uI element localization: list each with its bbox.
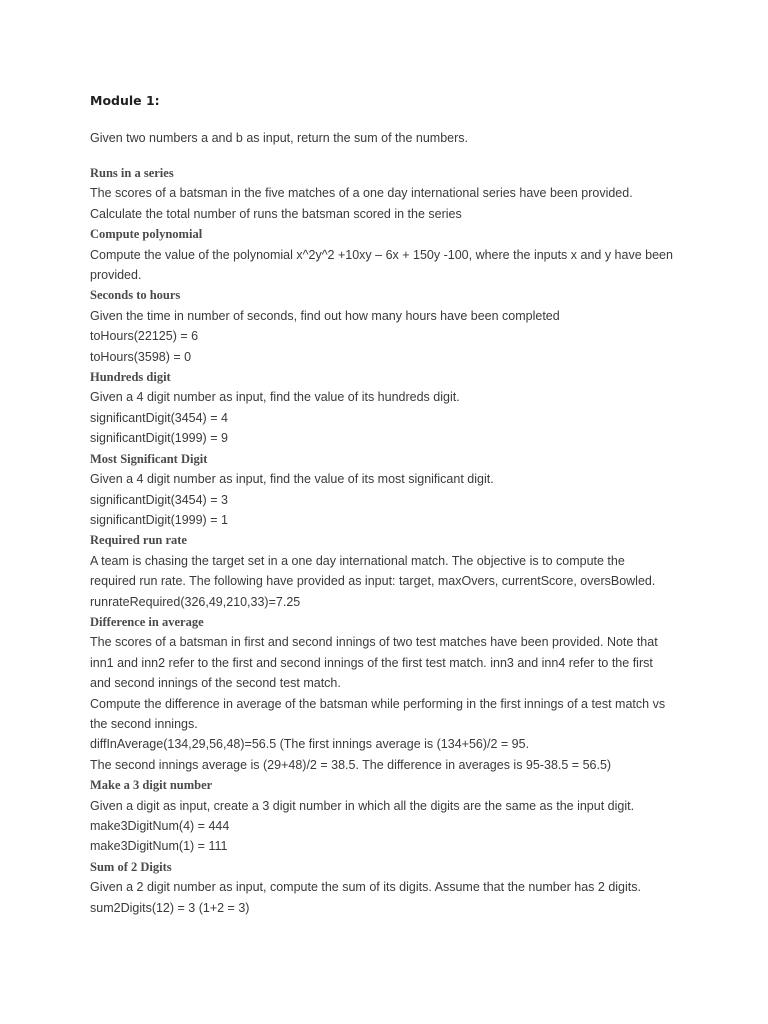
section-line: toHours(22125) = 6: [90, 329, 199, 344]
section-line: significantDigit(1999) = 1: [90, 512, 228, 527]
section-hundreds-digit: [90, 367, 690, 449]
section-make-3-digit-number: [90, 775, 690, 857]
section-seconds-to-hours: [90, 285, 690, 367]
section-line: Given a 4 digit number as input, find the value of its hundreds digit.: [90, 390, 460, 405]
section-line: The scores of a batsman in first and second innings of two test matches have been provided. Note that: [90, 635, 658, 650]
section-line: make3DigitNum(1) = 111: [90, 839, 228, 854]
section-line: runrateRequired(326,49,210,33)=7.25: [90, 594, 301, 609]
section-line: Given a digit as input, create a 3 digit number in which all the digits are the same as the input digit.: [90, 798, 635, 813]
section-heading: Difference in average: [90, 614, 204, 629]
section-line: Calculate the total number of runs the batsman scored in the series: [90, 206, 462, 221]
section-required-run-rate: [90, 530, 690, 612]
section-heading: Hundreds digit: [90, 370, 171, 385]
section-heading: Compute polynomial: [90, 227, 203, 242]
section-heading: Required run rate: [90, 533, 187, 548]
section-line: provided.: [90, 268, 142, 283]
section-line: make3DigitNum(4) = 444: [90, 819, 230, 833]
section-compute-polynomial: [90, 224, 690, 285]
section-line: the second innings.: [90, 716, 198, 731]
section-heading: Most Significant Digit: [90, 451, 208, 466]
section-line: inn1 and inn2 refer to the first and second innings of the first test match. inn3 and inn4 refer to the first: [90, 655, 653, 670]
section-line: Given a 4 digit number as input, find the value of its most significant digit.: [90, 472, 494, 487]
section-sum-of-2-digits: [90, 857, 690, 918]
section-line: and second innings of the second test match.: [90, 676, 341, 691]
section-line: required run rate. The following have provided as input: target, maxOvers, currentScore, oversBowled.: [90, 574, 656, 589]
section-heading: Seconds to hours: [90, 288, 181, 303]
section-heading: Runs in a series: [90, 166, 174, 180]
section-line: Compute the difference in average of the batsman while performing in the first innings of a test match vs: [90, 696, 666, 711]
section-line: significantDigit(1999) = 9: [90, 431, 228, 446]
document-page: [90, 91, 690, 918]
section-line: Compute the value of the polynomial x^2y^2 +10xy – 6x + 150y -100, where the inputs x and y have been: [90, 247, 673, 262]
module-title: Module 1:: [90, 93, 160, 108]
intro-text: Given two numbers a and b as input, return the sum of the numbers.: [90, 131, 468, 145]
section-line: significantDigit(3454) = 4: [90, 410, 228, 425]
section-line: The second innings average is (29+48)/2 = 38.5. The difference in averages is 95-38.5 = 56.5): [90, 757, 612, 772]
section-line: sum2Digits(12) = 3 (1+2 = 3): [90, 900, 250, 915]
section-runs-in-a-series: [90, 163, 690, 224]
section-line: toHours(3598) = 0: [90, 349, 192, 364]
section-heading: Sum of 2 Digits: [90, 859, 172, 874]
section-most-significant-digit: [90, 449, 690, 531]
section-line: The scores of a batsman in the five matches of a one day international series have been provided.: [90, 186, 633, 201]
section-difference-in-average: [90, 612, 690, 775]
section-line: Given a 2 digit number as input, compute the sum of its digits. Assume that the number has 2 digits.: [90, 880, 641, 895]
section-line: Given the time in number of seconds, find out how many hours have been completed: [90, 308, 560, 323]
section-line: A team is chasing the target set in a one day international match. The objective is to compute the: [90, 553, 625, 568]
section-heading: Make a 3 digit number: [90, 778, 213, 793]
section-line: diffInAverage(134,29,56,48)=56.5 (The first innings average is (134+56)/2 = 95.: [90, 737, 530, 752]
section-line: significantDigit(3454) = 3: [90, 492, 228, 507]
